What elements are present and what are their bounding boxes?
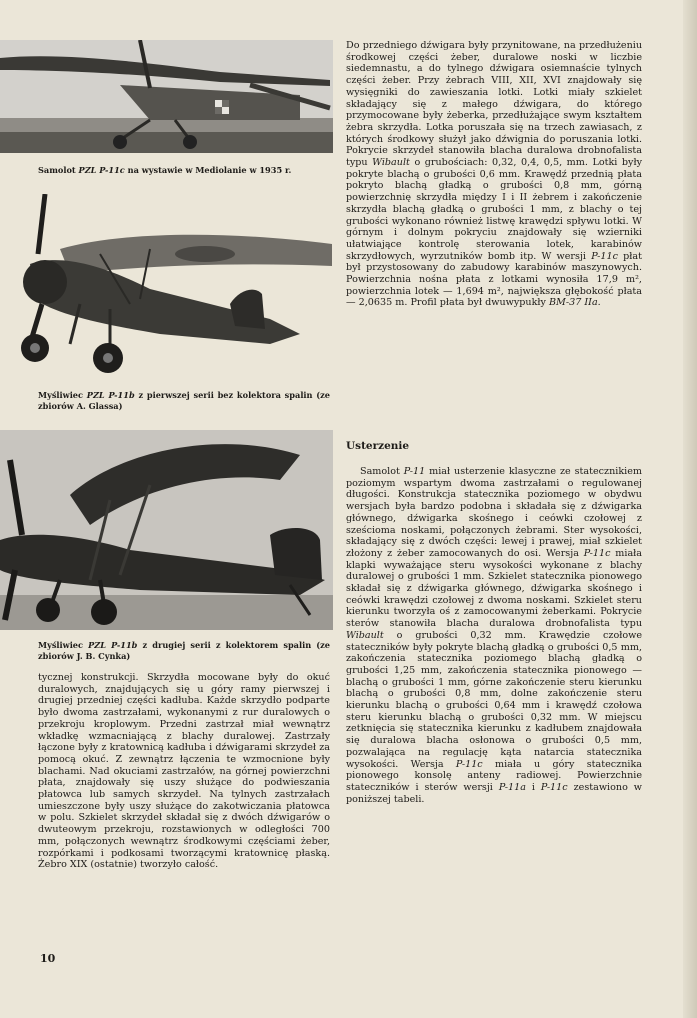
rp1-a: Do przedniego dźwigara były przynitowane, na przedłużeniu środkowej części żeber, duralowe noski w liczbie siedemnastu, a do tylnego dźwigara osiemnaście tylnych części żeber. Przy żebrach VIII, XII, XVI znajdowały się wysięgniki do zawieszania lotki. Lotki miały szkielet składający się z małego dźwigara, do którego przymocowane były żeberka, przedłużające swym kształtem żebra skrzydła. Lotka poruszała się na trzech zawiasach, z których środkowy służył jako dźwignia do poruszania lotki. Pokrycie skrzydeł stanowiła blacha duralowa drobnofalista typu (346, 40, 642, 169)
rp1-e: płat był przystosowany do zabudowy karabinów maszynowych. Powierzchnia nośna płata z lotkami wynosiła 17,9 m², powierzchnia lotek — 1,694 m², największa głębokość płata — 2,0635 m. Profil płata był dwuwypukły (346, 250, 642, 309)
left-column-text (38, 672, 330, 871)
caption-2-text: Myśliwiec (38, 390, 87, 400)
right-paragraph-wing (346, 40, 642, 309)
caption-3-text: Myśliwiec (38, 640, 89, 650)
page-edge-shadow (683, 0, 697, 1018)
rp2-i: miała u góry statecznika pionowego konsolę anteny radiowej. Powierzchnie stateczników i sterów wersji (346, 758, 642, 793)
rp2-e: miała klapki wyważające steru wysokości wykonane z blachy duralowej o grubości 1 mm. Szkielet statecznika pionowego składał się z dźwigarka głównego, dźwigarka skośnego i ceówki krawędzi czołowej z dwoma noskami. Szkielet steru kierunku tworzyła oś z zamocowanymi żeberkami. Pokrycie sterów stanowiła blacha duralowa drobnofalista typu (346, 547, 642, 630)
caption-photo-1 (38, 165, 330, 176)
caption-3-text-end: z drugiej serii z kolektorem spalin (ze zbiorów J. B. Cynka) (38, 640, 331, 661)
right-column-text-bottom (346, 466, 642, 805)
aircraft-photo-3 (0, 430, 333, 630)
left-paragraph: tycznej konstrukcji. Skrzydła mocowane były do okuć duralowych, znajdujących się u góry ramy pierwszej i drugiej przedniej części kadłuba. Każde skrzydło podparte było dwoma zastrzałami, wykonanymi z rur duralowych o przekroju kroplowym. Przedni zastrzał miał wewnątrz wkładkę wzmacniającą z blachy duralowej. Zastrzały łączone były z kratownicą kadłuba i dźwigarami skrzydeł za pomocą okuć. Z zewnątrz łączenia te wzmocnione były blachami. Nad okuciami zastrzałów, na górnej powierzchni płata, znajdowały się uszy służące do podwieszania płatowca lub samych skrzydeł. Na tylnych zastrzałach umieszczone były uszy służące do zakotwiczania płatowca w polu. Szkielet skrzydeł składał się z dwóch dźwigarów o dwuteowym przekroju, rozstawionych w odległości 700 mm, połączonych wewnątrz środkowymi częściami żeber, rozpórkami i podkosami tworzącymi kratownicę płaską. Żebro XIX (ostatnie) tworzyło całość. (38, 672, 330, 871)
photo-p11b-first-series (0, 194, 333, 380)
rp2-h: P-11c (455, 758, 483, 770)
rp2-j: P-11a (498, 781, 526, 793)
rp1-d: P-11c (591, 250, 618, 262)
rp1-c: o grubościach: 0,32, 0,4, 0,5, mm. Lotki były pokryte blachą o grubości 0,6 mm. Krawędź przednią płata pokryto blachą gładką o grubości 0,8 mm, górną powierzchnię skrzydła między I i II żebrem i zakończenie skrzydła blachą gładką o grubości 1 mm, z blachy o tej grubości wykonano również listwę krawędzi spływu lotki. W górnym i dolnym pokryciu znajdowały się wzierniki ułatwiające kontrolę sterowania lotek, karabinów skrzydłowych, wyrzutników bomb itp. W wersji (346, 157, 642, 262)
rp2-f: Wibault (346, 629, 384, 641)
photo-p11b-second-series (0, 430, 333, 630)
rp2-d: P-11c (583, 547, 611, 559)
right-paragraph-tail (346, 466, 642, 805)
right-column-text-top (346, 40, 642, 309)
caption-3-model: PZL P-11b (88, 640, 138, 650)
rp1-f: BM-37 IIa (549, 297, 598, 309)
section-heading-usterzenie: Usterzenie (346, 440, 410, 452)
aircraft-photo-2 (0, 194, 333, 380)
rp2-l: P-11c (540, 781, 568, 793)
rp1-g: . (597, 297, 601, 309)
rp1-b: Wibault (372, 157, 410, 169)
caption-1-model: PZL P-11c (78, 165, 125, 175)
rp2-a: Samolot (360, 466, 404, 477)
aircraft-photo-1 (0, 40, 333, 153)
page-number: 10 (40, 952, 56, 965)
caption-2-model: PZL P-11b (86, 390, 135, 400)
rp2-m: zestawiono w poniższej tabeli. (346, 781, 642, 805)
photo-p11c-milan (0, 40, 333, 153)
rp2-k: i (525, 781, 541, 793)
rp2-c: miał usterzenie klasyczne ze statecznikiem poziomym wspartym dwoma zastrzałami o regulowanej długości. Konstrukcja statecznika poziomego w obydwu wersjach była bardzo podobna i składała się z dźwigarka głównego, dźwigarka skośnego i ceówki czołowej z sześcioma noskami, połączonych żebrami. Ster wysokości, składający się z dwóch części: lewej i prawej, miał szkielet złożony z żeber zamocowanych do osi. Wersja (346, 466, 642, 559)
rp2-b: P-11 (403, 466, 426, 477)
caption-2-text-end: z pierwszej serii bez kolektora spalin (ze zbiorów A. Glassa) (38, 390, 330, 411)
caption-photo-3 (38, 640, 330, 661)
caption-1-text: Samolot (38, 165, 79, 175)
rp2-g: o grubości 0,32 mm. Krawędzie czołowe stateczników były pokryte blachą gładką o grubości 0,5 mm, zakończenia statecznika poziomego blachą gładką o grubości 1,25 mm, zakończenia statecznika pionowego — blachą o grubości 1 mm, górne zakończenie steru kierunku blachą o grubości 0,8 mm, dolne zakończenie steru kierunku blachą o grubości 0,64 mm i krawędź czołowa steru kierunku blachą o grubości 0,32 mm. W miejscu zetknięcia się statecznika kierunku z kadłubem znajdowała się duralowa blacha osłonowa o grubości 0,5 mm, pozwalająca na regulację kąta natarcia statecznika wysokości. Wersja (346, 629, 642, 770)
caption-photo-2 (38, 390, 330, 411)
caption-1-text-end: na wystawie w Mediolanie w 1935 r. (124, 165, 292, 175)
